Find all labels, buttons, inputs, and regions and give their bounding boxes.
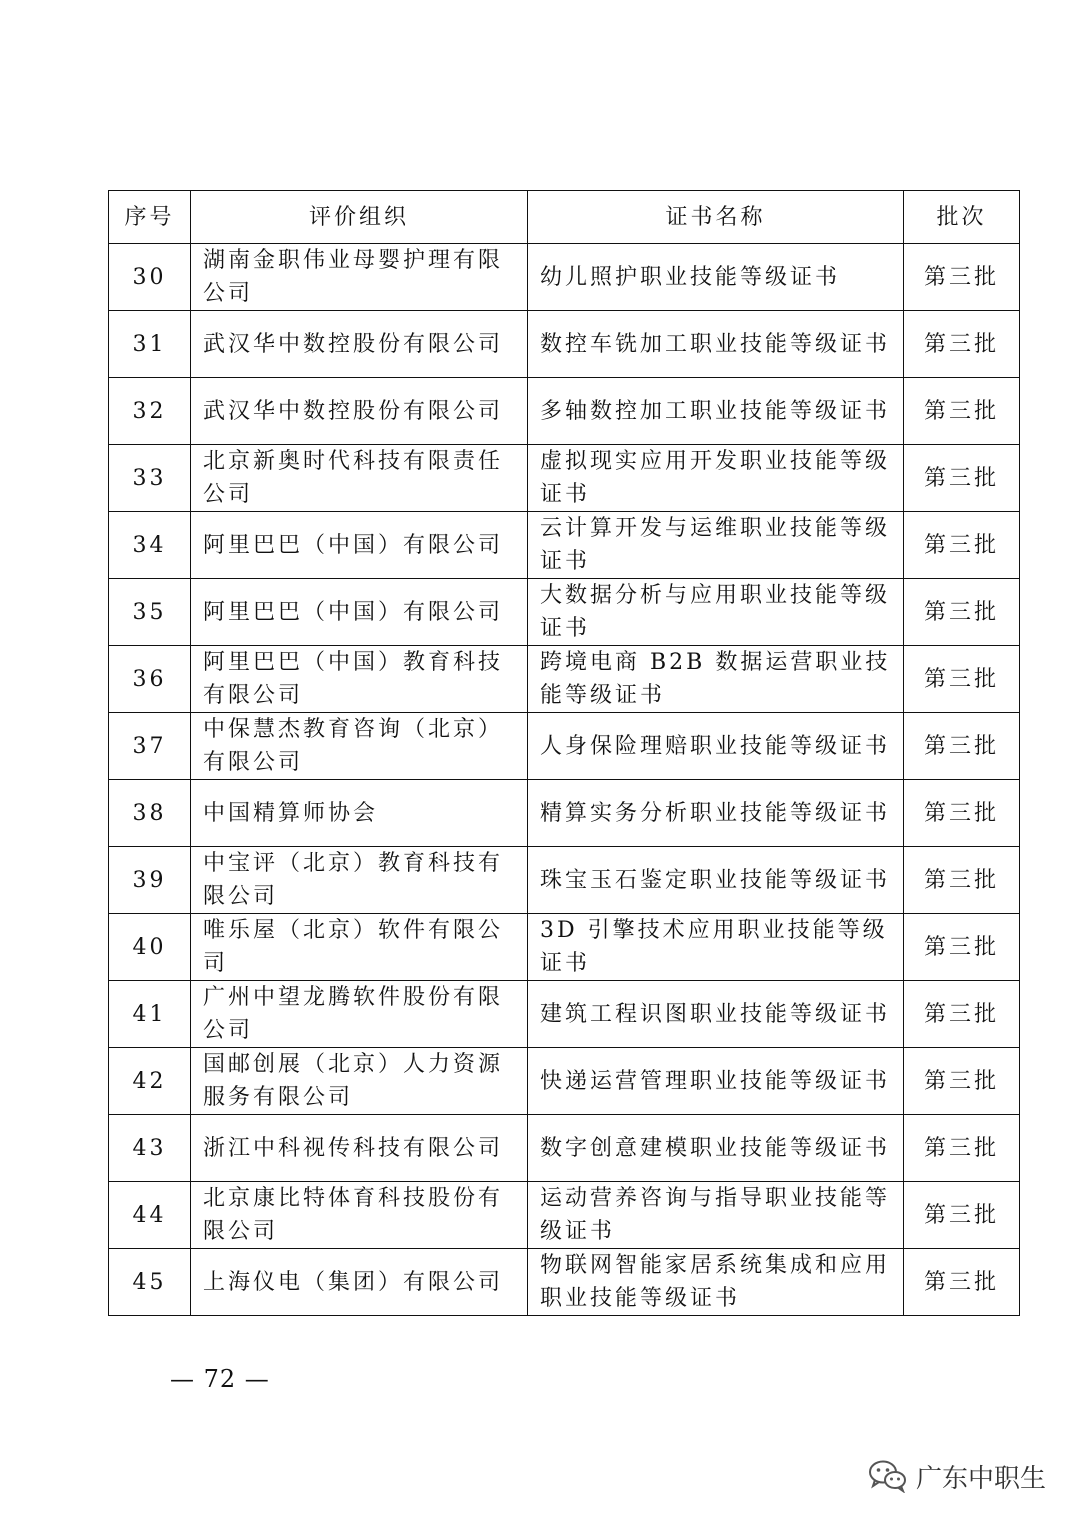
cell-cert: 珠宝玉石鉴定职业技能等级证书 bbox=[528, 847, 904, 914]
cell-batch: 第三批 bbox=[904, 780, 1020, 847]
header-num: 序号 bbox=[109, 191, 191, 244]
table-row bbox=[109, 914, 1020, 981]
cell-num: 38 bbox=[109, 780, 191, 847]
cell-batch: 第三批 bbox=[904, 579, 1020, 646]
cell-cert: 3D 引擎技术应用职业技能等级证书 bbox=[528, 914, 904, 981]
cell-org: 国邮创展（北京）人力资源服务有限公司 bbox=[191, 1048, 528, 1115]
cell-batch: 第三批 bbox=[904, 1249, 1020, 1316]
cell-num: 32 bbox=[109, 378, 191, 445]
cell-org: 武汉华中数控股份有限公司 bbox=[191, 378, 528, 445]
watermark bbox=[868, 1458, 1046, 1494]
cell-batch: 第三批 bbox=[904, 914, 1020, 981]
cell-cert: 云计算开发与运维职业技能等级证书 bbox=[528, 512, 904, 579]
watermark-text: 广东中职生 bbox=[916, 1463, 1047, 1494]
cell-batch: 第三批 bbox=[904, 1048, 1020, 1115]
table-row bbox=[109, 311, 1020, 378]
table-row bbox=[109, 244, 1020, 311]
table-row bbox=[109, 713, 1020, 780]
header-cert: 证书名称 bbox=[528, 191, 904, 244]
cell-num: 31 bbox=[109, 311, 191, 378]
cell-num: 36 bbox=[109, 646, 191, 713]
cell-cert: 大数据分析与应用职业技能等级证书 bbox=[528, 579, 904, 646]
cell-org: 湖南金职伟业母婴护理有限公司 bbox=[191, 244, 528, 311]
cell-cert: 跨境电商 B2B 数据运营职业技能等级证书 bbox=[528, 646, 904, 713]
cell-num: 39 bbox=[109, 847, 191, 914]
cell-cert: 虚拟现实应用开发职业技能等级证书 bbox=[528, 445, 904, 512]
table-row bbox=[109, 445, 1020, 512]
table-row bbox=[109, 780, 1020, 847]
cell-batch: 第三批 bbox=[904, 445, 1020, 512]
table-row bbox=[109, 512, 1020, 579]
cell-num: 42 bbox=[109, 1048, 191, 1115]
cell-org: 中宝评（北京）教育科技有限公司 bbox=[191, 847, 528, 914]
cell-cert: 多轴数控加工职业技能等级证书 bbox=[528, 378, 904, 445]
cell-cert: 物联网智能家居系统集成和应用职业技能等级证书 bbox=[528, 1249, 904, 1316]
table-row bbox=[109, 1048, 1020, 1115]
cell-org: 浙江中科视传科技有限公司 bbox=[191, 1115, 528, 1182]
cell-cert: 建筑工程识图职业技能等级证书 bbox=[528, 981, 904, 1048]
cell-num: 30 bbox=[109, 244, 191, 311]
table-row bbox=[109, 981, 1020, 1048]
cell-org: 阿里巴巴（中国）教育科技有限公司 bbox=[191, 646, 528, 713]
cell-cert: 幼儿照护职业技能等级证书 bbox=[528, 244, 904, 311]
cell-num: 35 bbox=[109, 579, 191, 646]
cell-cert: 快递运营管理职业技能等级证书 bbox=[528, 1048, 904, 1115]
table-row bbox=[109, 847, 1020, 914]
cell-batch: 第三批 bbox=[904, 646, 1020, 713]
cell-org: 阿里巴巴（中国）有限公司 bbox=[191, 512, 528, 579]
cell-org: 北京新奥时代科技有限责任公司 bbox=[191, 445, 528, 512]
cell-batch: 第三批 bbox=[904, 847, 1020, 914]
cell-num: 40 bbox=[109, 914, 191, 981]
cell-batch: 第三批 bbox=[904, 378, 1020, 445]
cell-batch: 第三批 bbox=[904, 1115, 1020, 1182]
cell-batch: 第三批 bbox=[904, 311, 1020, 378]
table-row bbox=[109, 1182, 1020, 1249]
cell-batch: 第三批 bbox=[904, 244, 1020, 311]
cell-num: 43 bbox=[109, 1115, 191, 1182]
cell-org: 上海仪电（集团）有限公司 bbox=[191, 1249, 528, 1316]
table-header-row bbox=[109, 191, 1020, 244]
cell-num: 45 bbox=[109, 1249, 191, 1316]
header-org: 评价组织 bbox=[191, 191, 528, 244]
cell-batch: 第三批 bbox=[904, 512, 1020, 579]
table-row bbox=[109, 579, 1020, 646]
cell-cert: 运动营养咨询与指导职业技能等级证书 bbox=[528, 1182, 904, 1249]
table-body bbox=[109, 244, 1020, 1316]
cell-cert: 数控车铣加工职业技能等级证书 bbox=[528, 311, 904, 378]
table-row bbox=[109, 646, 1020, 713]
cell-org: 唯乐屋（北京）软件有限公司 bbox=[191, 914, 528, 981]
cell-cert: 精算实务分析职业技能等级证书 bbox=[528, 780, 904, 847]
cell-batch: 第三批 bbox=[904, 713, 1020, 780]
page-number: — 72 — bbox=[170, 1365, 270, 1393]
cell-num: 37 bbox=[109, 713, 191, 780]
header-batch: 批次 bbox=[904, 191, 1020, 244]
cell-org: 武汉华中数控股份有限公司 bbox=[191, 311, 528, 378]
certificate-table bbox=[108, 190, 1020, 1316]
cell-org: 中保慧杰教育咨询（北京）有限公司 bbox=[191, 713, 528, 780]
cell-org: 阿里巴巴（中国）有限公司 bbox=[191, 579, 528, 646]
cell-cert: 人身保险理赔职业技能等级证书 bbox=[528, 713, 904, 780]
cell-org: 广州中望龙腾软件股份有限公司 bbox=[191, 981, 528, 1048]
cell-num: 41 bbox=[109, 981, 191, 1048]
cell-num: 34 bbox=[109, 512, 191, 579]
wechat-icon bbox=[868, 1459, 908, 1493]
cell-org: 北京康比特体育科技股份有限公司 bbox=[191, 1182, 528, 1249]
cell-batch: 第三批 bbox=[904, 1182, 1020, 1249]
cell-batch: 第三批 bbox=[904, 981, 1020, 1048]
table-row bbox=[109, 1249, 1020, 1316]
cell-num: 44 bbox=[109, 1182, 191, 1249]
cell-org: 中国精算师协会 bbox=[191, 780, 528, 847]
cell-num: 33 bbox=[109, 445, 191, 512]
table-row bbox=[109, 1115, 1020, 1182]
table-row bbox=[109, 378, 1020, 445]
cell-cert: 数字创意建模职业技能等级证书 bbox=[528, 1115, 904, 1182]
